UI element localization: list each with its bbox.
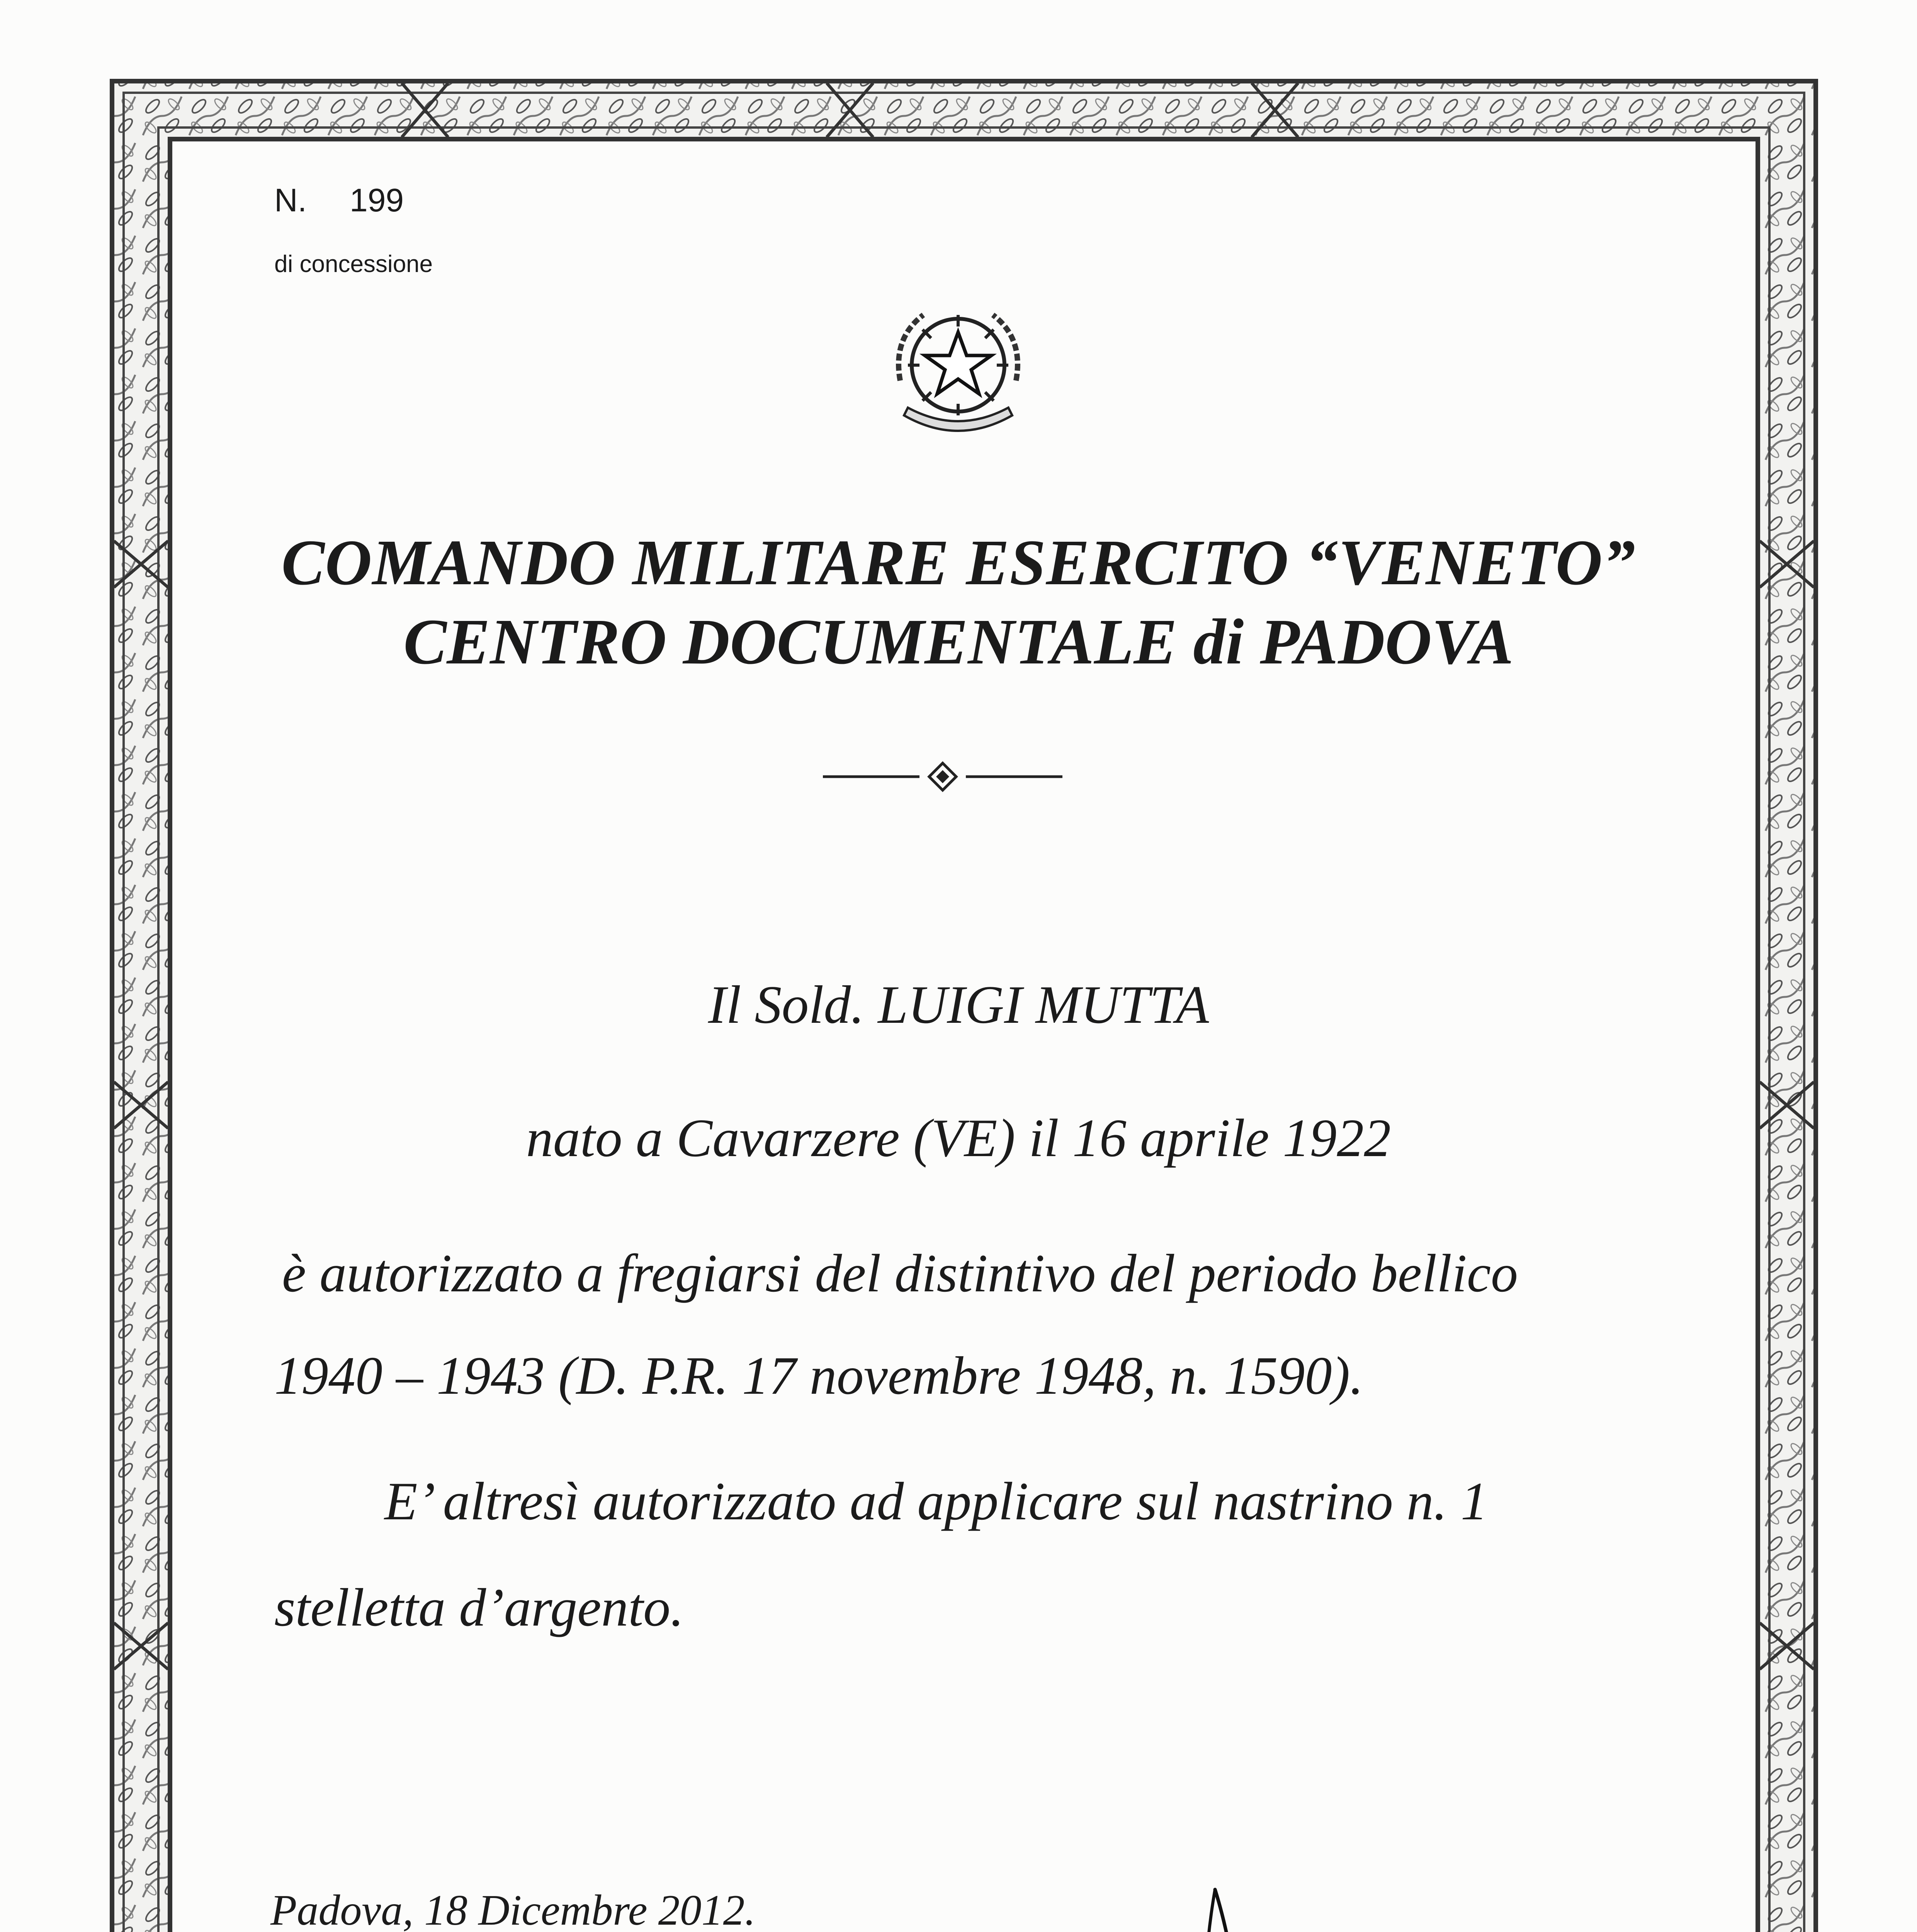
certificate-number-label: N. <box>274 182 307 218</box>
heading-center: CENTRO DOCUMENTALE di PADOVA <box>403 606 1514 678</box>
concession-label: di concessione <box>274 251 433 277</box>
recipient-line: Il Sold. LUIGI MUTTA <box>708 975 1209 1035</box>
additional-authorization-line-1: E’ altresì autorizzato ad applicare sul nastrino n. 1 <box>384 1471 1488 1531</box>
heading-command: COMANDO MILITARE ESERCITO “VENETO” <box>281 527 1636 599</box>
additional-authorization-line-2: stelletta d’argento. <box>274 1578 684 1638</box>
authorization-line-2: 1940 – 1943 (D. P.R. 17 novembre 1948, n. 1590). <box>274 1346 1364 1406</box>
handwritten-signature-icon <box>1062 1866 1371 1932</box>
diamond-divider-icon <box>823 759 1062 794</box>
authorization-line-1: è autorizzato a fregiarsi del distintivo del periodo bellico <box>282 1243 1518 1303</box>
italian-republic-emblem-icon <box>877 292 1039 454</box>
certificate-number-value: 199 <box>350 182 404 218</box>
date-place: Padova, 18 Dicembre 2012. <box>270 1886 756 1932</box>
birth-line: nato a Cavarzere (VE) il 16 aprile 1922 <box>526 1108 1391 1168</box>
